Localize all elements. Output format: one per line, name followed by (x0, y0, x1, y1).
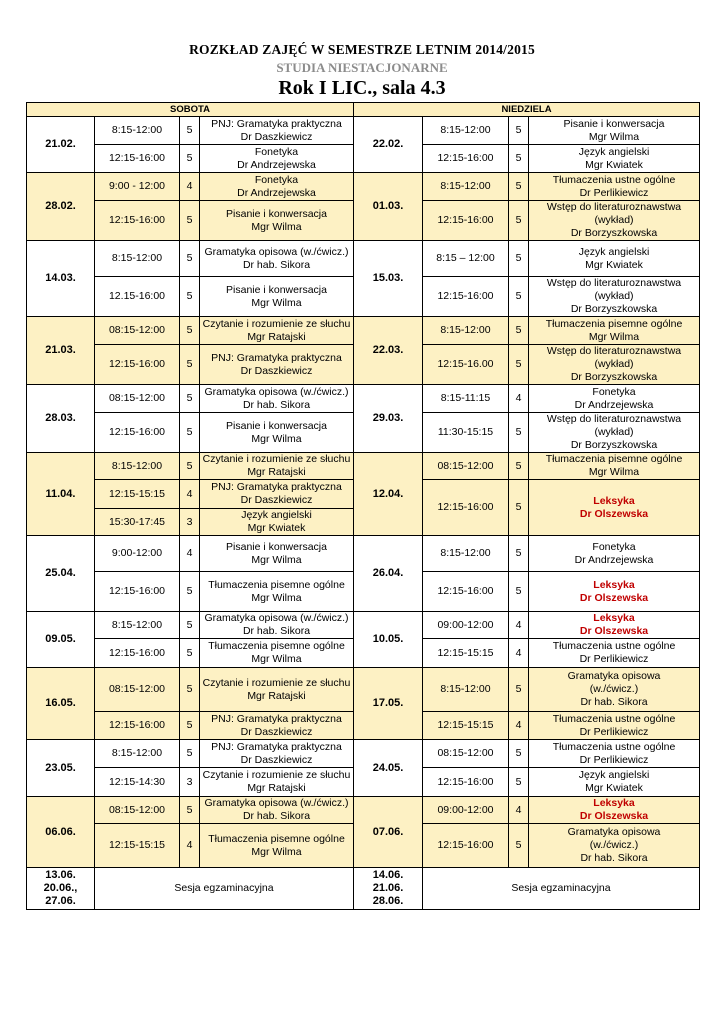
sun-subject-cell (529, 201, 700, 241)
sunday-hours: 5 (509, 117, 529, 145)
subject-line: Mgr Ratajski (247, 689, 306, 702)
saturday-hours: 5 (180, 241, 200, 277)
schedule-row (27, 385, 700, 413)
sunday-time: 8:15-12:00 (423, 317, 509, 345)
saturday-date: 21.02. (27, 117, 95, 173)
subject-line: Dr Andrzejewska (237, 186, 316, 199)
sat-subject-cell (200, 768, 354, 797)
sunday-time: 12:15-16:00 (423, 572, 509, 612)
subject-name: Czytanie i rozumienie ze słuchu (202, 317, 351, 330)
sun-subject-cell (529, 639, 700, 668)
sunday-time: 12:15-16:00 (423, 277, 509, 317)
sun-subject-cell (529, 145, 700, 173)
subject-line: Mgr Ratajski (247, 330, 306, 343)
subject-line: Mgr Wilma (251, 591, 302, 604)
schedule-row (27, 453, 700, 480)
schedule-row (27, 241, 700, 277)
sunday-date: 10.05. (354, 612, 423, 668)
subject-line: Mgr Ratajski (247, 466, 306, 478)
subject-line: Dr Olszewska (579, 591, 649, 604)
sun-subject-cell (529, 480, 700, 536)
subject-line: Dr Daszkiewicz (240, 364, 313, 377)
subject-line: Dr Borzyszkowska (570, 371, 658, 383)
subject-line: Mgr Wilma (588, 330, 640, 343)
subject-name: Wstęp do literaturoznawstwa (546, 277, 682, 289)
sunday-hours: 5 (509, 201, 529, 241)
subject-line: Dr hab. Sikora (580, 696, 648, 708)
schedule-subtitle: STUDIA NIESTACJONARNE (276, 60, 448, 75)
subject-name: Wstęp do literaturoznawstwa (546, 345, 682, 357)
sat-subject-cell (200, 797, 354, 824)
saturday-hours: 4 (180, 824, 200, 868)
sunday-date: 24.05. (354, 740, 423, 797)
saturday-time: 12:15-16:00 (95, 413, 180, 453)
exam-date: 20.06., (43, 882, 78, 894)
sat-subject-cell (200, 413, 354, 453)
sunday-hours: 4 (509, 797, 529, 824)
subject-name: Leksyka (593, 612, 635, 624)
sat-subject-cell (200, 345, 354, 385)
subject-line: Mgr Kwiatek (247, 522, 306, 534)
subject-line: Dr Olszewska (579, 625, 649, 637)
sun-subject-cell (529, 173, 700, 201)
sat-subject-cell (200, 453, 354, 480)
subject-line: Mgr Wilma (588, 466, 640, 478)
saturday-time: 12:15-16:00 (95, 145, 180, 173)
sunday-time: 09:00-12:00 (423, 797, 509, 824)
sunday-header: NIEDZIELA (354, 103, 700, 117)
saturday-time: 8:15-12:00 (95, 241, 180, 277)
subject-line: Dr Olszewska (579, 810, 649, 822)
saturday-hours: 5 (180, 740, 200, 768)
saturday-time: 12:15-16:00 (95, 639, 180, 668)
sat-subject-cell (200, 201, 354, 241)
saturday-date: 06.06. (27, 797, 95, 868)
saturday-hours: 3 (180, 768, 200, 797)
subject-line: (w./ćwicz.) (589, 683, 639, 695)
sunday-time: 12:15-15:15 (423, 639, 509, 668)
subject-name: Pisanie i konwersacja (563, 117, 665, 130)
sunday-hours: 5 (509, 345, 529, 385)
sunday-hours: 5 (509, 317, 529, 345)
subject-line: Dr hab. Sikora (242, 258, 311, 271)
sunday-time: 08:15-12:00 (423, 740, 509, 768)
exam-date: 13.06. (45, 869, 76, 881)
saturday-hours: 5 (180, 453, 200, 480)
subject-name: Tłumaczenia ustne ogólne (552, 712, 676, 725)
subject-name: Tłumaczenia pisemne ogólne (545, 317, 683, 330)
subject-line: Dr Andrzejewska (237, 158, 316, 171)
subject-name: Czytanie i rozumienie ze słuchu (202, 769, 351, 781)
sat-subject-cell (200, 639, 354, 668)
subject-name: Wstęp do literaturoznawstwa (546, 201, 682, 213)
subject-line: Dr hab. Sikora (580, 852, 648, 864)
saturday-time: 12:15-16:00 (95, 712, 180, 740)
sun-subject-cell (529, 413, 700, 453)
sunday-time: 12:15-16:00 (423, 768, 509, 797)
saturday-time: 8:15-12:00 (95, 453, 180, 480)
sun-subject-cell (529, 572, 700, 612)
sunday-time: 08:15-12:00 (423, 453, 509, 480)
subject-line: Dr Daszkiewicz (240, 753, 313, 766)
subject-name: PNJ: Gramatyka praktyczna (211, 712, 342, 725)
sat-subject-cell (200, 668, 354, 712)
subject-name: Gramatyka opisowa (567, 670, 661, 682)
subject-name: PNJ: Gramatyka praktyczna (211, 740, 342, 753)
subject-name: PNJ: Gramatyka praktyczna (211, 351, 342, 364)
subject-line: Mgr Wilma (588, 130, 640, 143)
sunday-hours: 5 (509, 768, 529, 797)
subject-name: Język angielski (578, 769, 650, 781)
saturday-hours: 5 (180, 345, 200, 385)
schedule-row (27, 740, 700, 768)
schedule-row (27, 117, 700, 145)
sunday-date: 12.04. (354, 453, 423, 536)
saturday-time: 12:15-15:15 (95, 480, 180, 509)
saturday-hours: 5 (180, 145, 200, 173)
sunday-hours: 5 (509, 145, 529, 173)
sunday-time: 8:15-12:00 (423, 668, 509, 712)
exam-session-label: Sesja egzaminacyjna (423, 868, 700, 910)
saturday-time: 12:15-14:30 (95, 768, 180, 797)
saturday-hours: 5 (180, 201, 200, 241)
saturday-time: 08:15-12:00 (95, 385, 180, 413)
sunday-date: 22.02. (354, 117, 423, 173)
saturday-time: 9:00-12:00 (95, 536, 180, 572)
subject-line: Dr Perlikiewicz (579, 753, 649, 766)
subject-name: Czytanie i rozumienie ze słuchu (202, 676, 351, 689)
saturday-date: 25.04. (27, 536, 95, 612)
sun-subject-cell (529, 824, 700, 868)
saturday-hours: 5 (180, 117, 200, 145)
saturday-hours: 5 (180, 385, 200, 413)
exam-date: 14.06. (372, 869, 404, 881)
subject-name: Pisanie i konwersacja (226, 419, 327, 432)
sat-subject-cell (200, 480, 354, 509)
saturday-time: 8:15-12:00 (95, 117, 180, 145)
subject-name: Język angielski (241, 509, 312, 521)
schedule-table (26, 102, 700, 910)
sunday-time: 12:15-16:00 (423, 480, 509, 536)
sunday-hours: 5 (509, 824, 529, 868)
sunday-date: 01.03. (354, 173, 423, 241)
sunday-hours: 5 (509, 241, 529, 277)
saturday-hours: 5 (180, 612, 200, 639)
saturday-time: 12:15-16:00 (95, 572, 180, 612)
subject-name: PNJ: Gramatyka praktyczna (211, 481, 342, 493)
saturday-hours: 5 (180, 668, 200, 712)
subject-line: Dr Andrzejewska (574, 398, 654, 411)
subject-name: Gramatyka opisowa (w./ćwicz.) (204, 245, 349, 258)
saturday-time: 15:30-17:45 (95, 509, 180, 536)
subject-name: Leksyka (593, 797, 635, 809)
saturday-date: 16.05. (27, 668, 95, 740)
sunday-time: 12:15-16.00 (423, 345, 509, 385)
sun-subject-cell (529, 740, 700, 768)
sunday-hours: 5 (509, 173, 529, 201)
sunday-hours: 4 (509, 385, 529, 413)
subject-name: Tłumaczenia pisemne ogólne (545, 453, 683, 465)
subject-name: Tłumaczenia pisemne ogólne (208, 640, 345, 652)
subject-line: (wykład) (594, 358, 634, 370)
saturday-hours: 4 (180, 480, 200, 509)
sun-subject-cell (529, 536, 700, 572)
sat-subject-cell (200, 241, 354, 277)
subject-name: Tłumaczenia pisemne ogólne (208, 832, 345, 845)
saturday-time: 12:15-16:00 (95, 201, 180, 241)
schedule-row (27, 668, 700, 712)
subject-line: Dr Borzyszkowska (570, 303, 658, 315)
sunday-hours: 5 (509, 453, 529, 480)
subject-name: Leksyka (593, 578, 635, 591)
sat-subject-cell (200, 572, 354, 612)
exam-sunday-dates (354, 868, 423, 910)
sun-subject-cell (529, 797, 700, 824)
subject-line: Dr Borzyszkowska (570, 227, 658, 239)
saturday-time: 08:15-12:00 (95, 668, 180, 712)
sun-subject-cell (529, 453, 700, 480)
sat-subject-cell (200, 117, 354, 145)
subject-line: Dr Andrzejewska (574, 553, 654, 566)
sunday-time: 11:30-15:15 (423, 413, 509, 453)
sunday-hours: 5 (509, 480, 529, 536)
sunday-hours: 4 (509, 612, 529, 639)
sunday-hours: 5 (509, 668, 529, 712)
sunday-time: 12:15-15:15 (423, 712, 509, 740)
sat-subject-cell (200, 740, 354, 768)
subject-line: Dr Borzyszkowska (570, 439, 658, 451)
subject-line: Dr Perlikiewicz (579, 653, 649, 665)
subject-line: Mgr Wilma (251, 553, 302, 566)
sun-subject-cell (529, 317, 700, 345)
schedule-row (27, 797, 700, 824)
subject-name: Tłumaczenia ustne ogólne (552, 173, 676, 186)
sunday-time: 8:15 – 12:00 (423, 241, 509, 277)
saturday-date: 28.02. (27, 173, 95, 241)
sunday-hours: 5 (509, 277, 529, 317)
schedule-row (27, 536, 700, 572)
subject-line: Mgr Kwiatek (585, 782, 643, 794)
saturday-header: SOBOTA (27, 103, 354, 117)
saturday-hours: 5 (180, 712, 200, 740)
saturday-hours: 5 (180, 317, 200, 345)
exam-date: 28.06. (372, 895, 404, 907)
subject-name: Fonetyka (254, 145, 299, 158)
saturday-hours: 3 (180, 509, 200, 536)
sun-subject-cell (529, 117, 700, 145)
saturday-date: 09.05. (27, 612, 95, 668)
sun-subject-cell (529, 345, 700, 385)
subject-name: Fonetyka (592, 385, 636, 398)
sunday-time: 12:15-16:00 (423, 824, 509, 868)
subject-line: Dr hab. Sikora (242, 810, 311, 822)
subject-line: Dr Perlikiewicz (579, 725, 649, 738)
sunday-time: 12:15-16:00 (423, 145, 509, 173)
schedule-row (27, 612, 700, 639)
sun-subject-cell (529, 385, 700, 413)
subject-line: Mgr Wilma (251, 296, 302, 309)
saturday-hours: 5 (180, 277, 200, 317)
subject-line: (wykład) (594, 214, 634, 226)
saturday-time: 8:15-12:00 (95, 612, 180, 639)
subject-name: PNJ: Gramatyka praktyczna (211, 117, 342, 130)
sunday-hours: 4 (509, 639, 529, 668)
subject-line: (w./ćwicz.) (589, 839, 639, 851)
sunday-time: 8:15-12:00 (423, 536, 509, 572)
subject-name: Pisanie i konwersacja (226, 207, 327, 220)
saturday-time: 08:15-12:00 (95, 317, 180, 345)
subject-name: Tłumaczenia ustne ogólne (552, 640, 676, 652)
saturday-time: 12:15-16:00 (95, 345, 180, 385)
subject-line: Mgr Kwiatek (585, 158, 643, 171)
saturday-date: 23.05. (27, 740, 95, 797)
sunday-date: 07.06. (354, 797, 423, 868)
saturday-hours: 5 (180, 413, 200, 453)
schedule-row (27, 317, 700, 345)
exam-session-label: Sesja egzaminacyjna (95, 868, 354, 910)
saturday-hours: 5 (180, 572, 200, 612)
subject-line: Dr Daszkiewicz (240, 494, 313, 506)
subject-line: (wykład) (594, 290, 634, 302)
subject-name: Język angielski (578, 145, 650, 158)
saturday-hours: 5 (180, 797, 200, 824)
subject-name: Tłumaczenia pisemne ogólne (208, 578, 345, 591)
saturday-time: 12.15-16:00 (95, 277, 180, 317)
saturday-date: 11.04. (27, 453, 95, 536)
exam-saturday-dates (27, 868, 95, 910)
subject-line: Mgr Wilma (251, 845, 302, 858)
sun-subject-cell (529, 612, 700, 639)
sunday-date: 29.03. (354, 385, 423, 453)
sunday-time: 12:15-16:00 (423, 201, 509, 241)
subject-line: Dr Olszewska (579, 507, 649, 520)
subject-name: Czytanie i rozumienie ze słuchu (202, 453, 351, 465)
sun-subject-cell (529, 768, 700, 797)
subject-name: Gramatyka opisowa (w./ćwicz.) (204, 612, 349, 624)
sat-subject-cell (200, 145, 354, 173)
sun-subject-cell (529, 712, 700, 740)
sun-subject-cell (529, 668, 700, 712)
saturday-date: 14.03. (27, 241, 95, 317)
exam-date: 21.06. (372, 882, 404, 894)
sunday-time: 09:00-12:00 (423, 612, 509, 639)
sat-subject-cell (200, 536, 354, 572)
subject-name: Język angielski (578, 245, 650, 258)
saturday-hours: 5 (180, 639, 200, 668)
subject-name: Fonetyka (592, 540, 636, 553)
sunday-date: 15.03. (354, 241, 423, 317)
schedule-title: ROZKŁAD ZAJĘĆ W SEMESTRZE LETNIM 2014/2015 (189, 42, 535, 57)
saturday-hours: 4 (180, 536, 200, 572)
saturday-time: 9:00 - 12:00 (95, 173, 180, 201)
sunday-hours: 5 (509, 536, 529, 572)
subject-name: Gramatyka opisowa (w./ćwicz.) (204, 797, 349, 809)
sat-subject-cell (200, 277, 354, 317)
sunday-hours: 5 (509, 572, 529, 612)
sunday-time: 8:15-12:00 (423, 117, 509, 145)
subject-line: Mgr Kwiatek (585, 258, 643, 271)
sat-subject-cell (200, 712, 354, 740)
exam-date: 27.06. (45, 895, 76, 907)
sun-subject-cell (529, 241, 700, 277)
schedule-row (27, 173, 700, 201)
saturday-time: 12:15-15:15 (95, 824, 180, 868)
saturday-time: 8:15-12:00 (95, 740, 180, 768)
subject-line: Dr Perlikiewicz (579, 186, 649, 199)
saturday-date: 28.03. (27, 385, 95, 453)
sunday-time: 8:15-12:00 (423, 173, 509, 201)
subject-name: Pisanie i konwersacja (226, 283, 327, 296)
day-header-row (27, 103, 700, 117)
sat-subject-cell (200, 317, 354, 345)
subject-line: (wykład) (594, 426, 634, 438)
saturday-hours: 4 (180, 173, 200, 201)
sat-subject-cell (200, 385, 354, 413)
sunday-date: 26.04. (354, 536, 423, 612)
subject-name: Gramatyka opisowa (w./ćwicz.) (204, 385, 349, 398)
subject-name: Wstęp do literaturoznawstwa (546, 413, 682, 425)
subject-name: Fonetyka (254, 173, 299, 186)
subject-line: Dr hab. Sikora (242, 625, 311, 637)
sunday-time: 8:15-11:15 (423, 385, 509, 413)
sunday-hours: 4 (509, 712, 529, 740)
subject-name: Pisanie i konwersacja (226, 540, 327, 553)
sat-subject-cell (200, 173, 354, 201)
subject-line: Mgr Wilma (251, 432, 302, 445)
sat-subject-cell (200, 824, 354, 868)
sat-subject-cell (200, 509, 354, 536)
subject-name: Leksyka (593, 494, 635, 507)
sunday-date: 17.05. (354, 668, 423, 740)
subject-line: Mgr Wilma (251, 220, 302, 233)
sunday-hours: 5 (509, 413, 529, 453)
sunday-hours: 5 (509, 740, 529, 768)
subject-line: Mgr Wilma (251, 653, 302, 665)
subject-name: Tłumaczenia ustne ogólne (552, 740, 676, 753)
sunday-date: 22.03. (354, 317, 423, 385)
subject-line: Dr hab. Sikora (242, 398, 311, 411)
sun-subject-cell (529, 277, 700, 317)
saturday-time: 08:15-12:00 (95, 797, 180, 824)
exam-session-row (27, 868, 700, 910)
subject-line: Dr Daszkiewicz (240, 725, 313, 738)
saturday-date: 21.03. (27, 317, 95, 385)
sat-subject-cell (200, 612, 354, 639)
subject-name: Gramatyka opisowa (567, 826, 661, 838)
subject-line: Dr Daszkiewicz (240, 130, 313, 143)
subject-line: Mgr Ratajski (247, 782, 306, 794)
group-title: Rok I LIC., sala 4.3 (278, 77, 446, 99)
